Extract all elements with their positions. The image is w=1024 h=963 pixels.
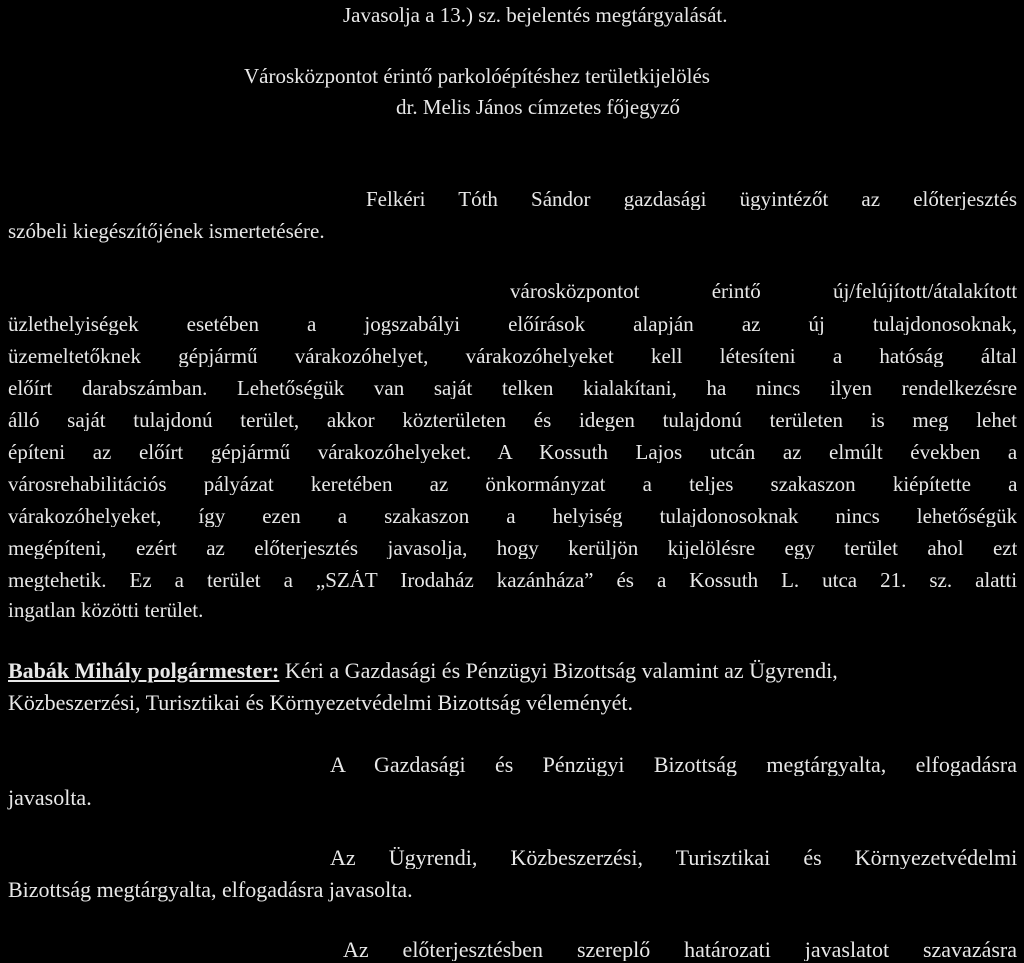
explanation-line: üzemeltetőknek gépjármű várakozóhelyet, várakozóhelyeket kell létesíteni a hatóság által xyxy=(8,346,1017,367)
presenter: dr. Melis János címzetes főjegyző xyxy=(396,95,681,119)
mayor-request: Kéri a Gazdasági és Pénzügyi Bizottság valamint az Ügyrendi, xyxy=(279,658,838,683)
explanation-line: előírt darabszámban. Lehetőségük van saját telken kialakítani, ha nincs ilyen rendelkezésre xyxy=(8,378,1017,399)
topic-title: Városközpontot érintő parkolóépítéshez területkijelölés xyxy=(244,64,710,88)
committee1-line-2: javasolta. xyxy=(8,785,92,810)
mayor-line-1 xyxy=(8,660,838,682)
explanation-line: megtehetik. Ez a terület a „SZÁT Irodaház kazánháza” és a Kossuth L. utca 21. sz. alatti xyxy=(8,570,1017,591)
explanation-first-line: városközpontot érintő új/felújított/átalakított xyxy=(510,281,1017,302)
explanation-line: üzlethelyiségek esetében a jogszabályi előírások alapján az új tulajdonosoknak, xyxy=(8,314,1017,335)
mayor-speaker: Babák Mihály polgármester: xyxy=(8,658,280,683)
mayor-line-2: Közbeszerzési, Turisztikai és Környezetvédelmi Bizottság véleményét. xyxy=(8,690,633,715)
explanation-line: várakozóhelyeket, így ezen a szakaszon a helyiség tulajdonosoknak nincs lehetőségük xyxy=(8,506,1017,527)
request-line-2: szóbeli kiegészítőjének ismertetésére. xyxy=(8,219,325,243)
request-line-1: Felkéri Tóth Sándor gazdasági ügyintézőt az előterjesztés xyxy=(366,189,1017,210)
explanation-last-line: ingatlan közötti terület. xyxy=(8,598,204,622)
explanation-line: álló saját tulajdonú terület, akkor közterületen és idegen tulajdonú területen is meg lehet xyxy=(8,410,1017,431)
explanation-line: városrehabilitációs pályázat keretében az önkormányzat a teljes szakaszon kiépítette a xyxy=(8,474,1017,495)
committee2-line-1: Az Ügyrendi, Közbeszerzési, Turisztikai és Környezetvédelmi xyxy=(330,847,1017,869)
agenda-line: Javasolja a 13.) sz. bejelentés megtárgyalását. xyxy=(343,3,728,27)
explanation-line: megépíteni, ezért az előterjesztés javasolja, hogy kerüljön kijelölésre egy terület ahol ezt xyxy=(8,538,1017,559)
closing-line-1: Az előterjesztésben szereplő határozati javaslatot szavazásra xyxy=(343,939,1017,961)
committee1-line-1: A Gazdasági és Pénzügyi Bizottság megtárgyalta, elfogadásra xyxy=(330,754,1017,776)
explanation-line: építeni az előírt gépjármű várakozóhelyeket. A Kossuth Lajos utcán az elmúlt években a xyxy=(8,442,1017,463)
committee2-line-2: Bizottság megtárgyalta, elfogadásra javasolta. xyxy=(8,877,413,902)
